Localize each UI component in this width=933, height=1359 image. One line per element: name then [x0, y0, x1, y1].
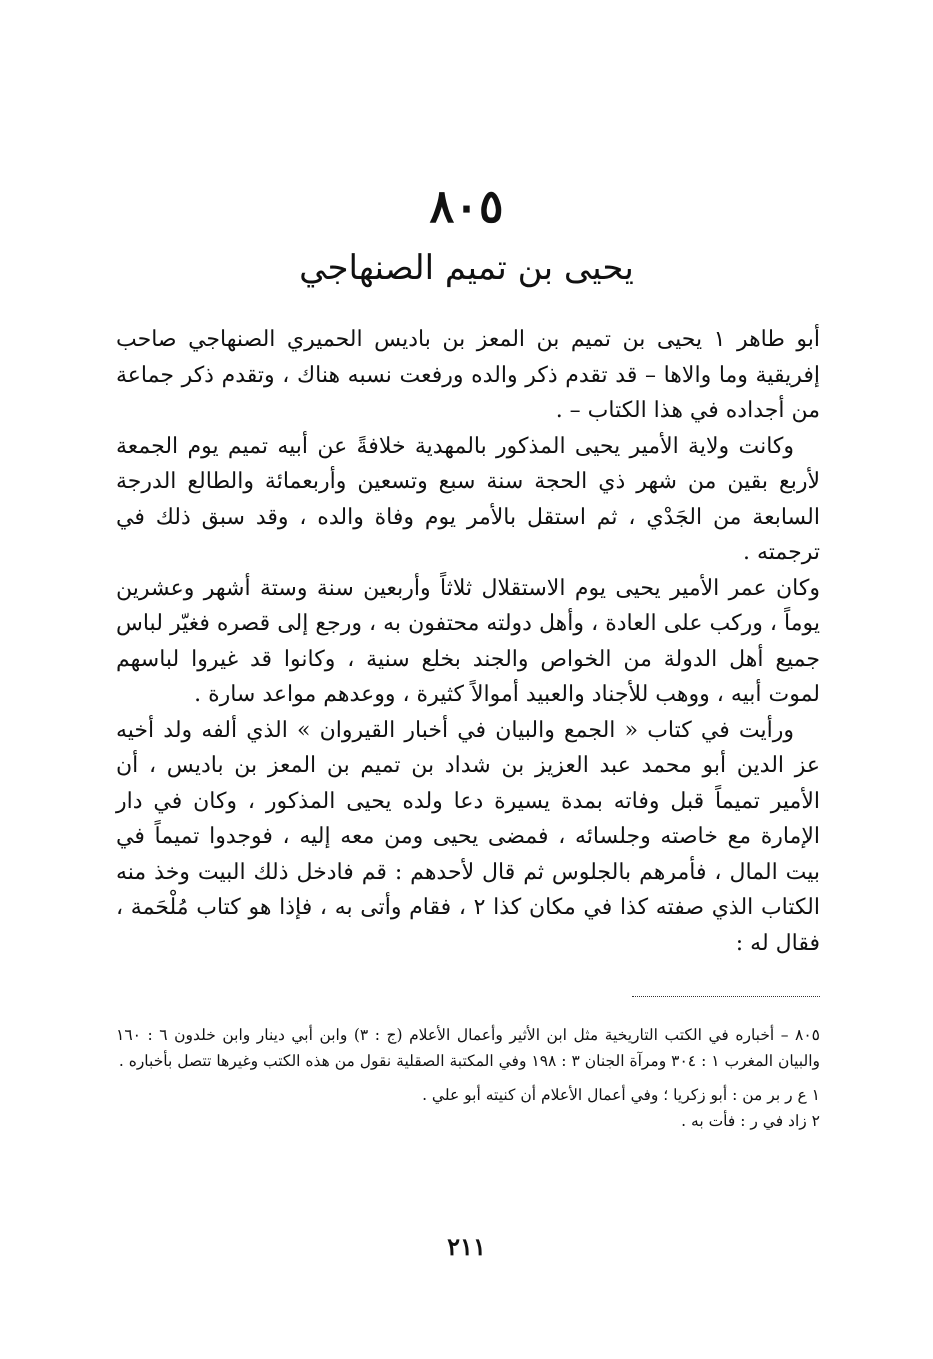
paragraph: وكانت ولاية الأمير يحيى المذكور بالمهدية خلافةً عن أبيه تميم يوم الجمعة لأربع بقين من شهر ذي الحجة سنة سبع وتسعين وأربعمائة والطالع الدرجة السابعة من الجَدْي ، ثم استقل بالأمر يوم وفاة والده ، وقد سبق ذلك في ترجمته . [116, 433, 820, 565]
entry-number: ٨٠٥ [429, 179, 504, 233]
footnote-2: ٢ زاد في ر : فأت به . [681, 1112, 820, 1130]
footnote-separator [632, 996, 820, 997]
footnote-1: ١ ع ر بر من : أبو زكريا ؛ وفي أعمال الأعلام أن كنيته أبو علي . [422, 1086, 820, 1104]
paragraph: أبو طاهر ١ يحيى بن تميم بن المعز بن باديس الحميري الصنهاجي صاحب إفريقية وما والاها – قد تقدم ذكر والده ورفعت نسبه هناك ، وتقدم ذكر جماعة من أجداده في هذا الكتاب – . [116, 327, 820, 423]
paragraph: ورأيت في كتاب « الجمع والبيان في أخبار القيروان » الذي ألفه ولد أخيه عز الدين أبو محمد عبد العزيز بن شداد بن تميم بن المعز بن باديس ، أن الأمير تميماً قبل وفاته بمدة يسيرة دعا ولده يحيى المذكور ، وكان في دار الإمارة مع خاصته وجلسائه ، فمضى يحيى ومن معه إليه ، فوجدوا تميماً في بيت المال ، فأمرهم بالجلوس ثم قال لأحدهم : قم فادخل ذلك البيت وخذ منه الكتاب الذي صفته كذا في مكان كذا ٢ ، فقام وأتى به ، فإذا هو كتاب مُلْحَمة ، فقال له : [116, 717, 820, 956]
footnotes [116, 1022, 820, 1134]
footnote-entry: ٨٠٥ – أخباره في الكتب التاريخية مثل ابن الأثير وأعمال الأعلام (ج : ٣) وابن أبي دينار وابن خلدون ٦ : ١٦٠ والبيان المغرب ١ : ٣٠٤ ومرآة الجنان ٣ : ١٩٨ وفي المكتبة الصقلية نقول من هذه الكتب وغيرها تتصل بأخباره . [116, 1026, 821, 1070]
main-text [116, 322, 820, 961]
paragraph: وكان عمر الأمير يحيى يوم الاستقلال ثلاثاً وأربعين سنة وستة أشهر وعشرين يوماً ، وركب على العادة ، وأهل دولته محتفون به ، ورجع إلى قصره فغيّر لباس جميع أهل الدولة من الخواص والجند بخلع سنية ، وكانوا قد غيروا لباسهم لموت أبيه ، ووهب للأجناد والعبيد أموالاً كثيرة ، ووعدهم مواعد سارة . [116, 575, 820, 707]
entry-title: يحيى بن تميم الصنهاجي [299, 248, 634, 288]
page-number: ٢١١ [447, 1232, 486, 1261]
